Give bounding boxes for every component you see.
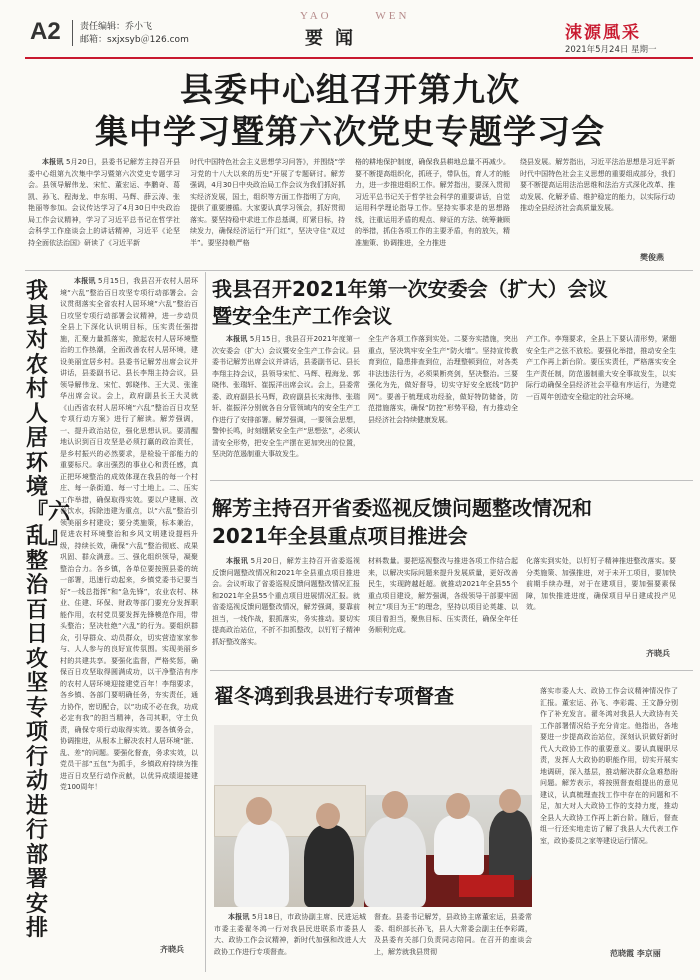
visit-article-col1-text: 本报讯 5月18日，市政协副主席、民进运城市委主委翟冬鸿一行对我县民进联系市委县人大、政协工作会议精神，新时代加强和改进人大政协工作进行专项督查。: [214, 913, 366, 956]
section-divider: [210, 480, 693, 481]
visit-article-col3-text: 落实市委人大、政协工作会议精神情况作了汇报。董宏运、孙飞、李彩霞、王文静分别作了补充发言。翟冬鸿对我县人大政协有关工作部署情况给予充分肯定。他指出，各地要进一步提高政治站位，深刻认识做好新时代人大政协工作的重要意义。要认真履职尽责，发挥人大政协的职能作用，切实开展实地调研，深入基层，推动解决群众急难愁盼问题。解芳表示，将按照督查组提出的意见建议，认真梳理查找工作中存在的问题和不足，加大对人大政协工作的支持力度，推动全县人大政协工作再上新台阶。随后，督查组一行还实地走访了解了我县人大代表工作室，政协委员之家等建设运行情况。: [540, 687, 678, 845]
photo-person: [489, 810, 532, 880]
side-article-author: 齐晓兵: [160, 945, 184, 954]
visit-article-col2: [374, 912, 532, 976]
side-article-body: [60, 276, 198, 936]
masthead-divider: [72, 20, 73, 46]
safety-article-title-line1: 我县召开2021年第一次安委会（扩大）会议: [212, 277, 608, 301]
side-article-text: 本报讯 5月15日，我县召开农村人居环境“六乱”整治百日攻坚专项行动部署会。会议贯彻落实全省农村人居环境“六乱”整治百日攻坚专项行动部署会议精神，进一步动员全县上下深化认识明目标，压实责任强措施，汇聚力量抓落实，掀起农村人居环境整治的工作热潮，全面改善农村人居环境，建设美丽宜居乡村。县委书记解芳出席会议并讲话，县委副书记、县长李翔主持会议，县领导解伟龙、宋忙、郭晓伟、王大灵、张淮华出席会议。会上，政府副县长王大灵就《山西省农村人居环境“六乱”整治百日攻坚专项行动方案》进行了解读。解芳强调，一、提升政治站位，强化思想认识。要清醒地认识到百日攻坚是必须打赢的政治责任，是乡村振兴的必然要求，是检验干部能力的重要标尺。拿出强烈的事业心和责任感，真正把环境整治的成效体现在我县的每一个村庄、每一条街道、每一寸土地上。二、压实工作举措，确保取得实效。要以户建厕、改善饮水，拆除违建为重点，以“六乱”整治引领美丽乡村建设；要分类施策，标本兼治，促进农村环境整治和乡风文明建设提档升级，持续长效，确保“六乱”整治彻底、成果巩固、群众满意。三、强化组织领导，凝聚整治合力。各乡镇，各单位要按照县委的统一部署，迅速行动起来，乡镇党委书记要当好“一线总指挥”和“急先锋”，农业农村、林业、住建、环保、财政等部门要充分发挥职能作用，农村党员要发挥先锋模范作用，带头整治；坚决杜绝“六乱”的行为。要组织群众，引导群众、动员群众，切实营造家家参与、人人参与的良好宣传氛围。实现美丽乡村的共建共享。要强化监督，严格奖惩，确保百日攻坚取得圆满成功，以干净整洁有序的农村人居环境迎接建党百年！李翔要求，各乡镇、各部门要明确任务，夯实责任，通力协作，密切配合，以“功成不必在我，功成必定有我”的担当精神，各司其职，守土负责，确保专项行动取得实效。要各镇务会，协调推进，从根本上解决农村人居环境“脏、乱、差”的问题。要强化督查，务求实效，以党员干部“五包”为抓手，乡镇政府持续为推进百日攻坚行动作贡献，以优异成绩迎接建党100周年！: [60, 277, 198, 791]
photo-red-sign: [459, 875, 514, 897]
section-title: 要闻: [305, 28, 365, 49]
lead-article-col1: [28, 157, 180, 267]
lead-article-author: 樊俊燕: [640, 253, 664, 262]
dateline-label: 本报讯: [226, 335, 248, 343]
safety-article-col1-text: 本报讯 5月15日，我县召开2021年度第一次安委会（扩大）会议暨安全生产工作会议。县委书记解芳出席会议并讲话，县委副书记、县长李翔主持会议，县领导宋忙、马辉、程海龙、郭晓伟、张瑞轩、崔振洋出席会议。会上，县委常委、政府副县长马辉，政府副县长宋海伟、张瑞轩、崔振洋分别就各自分管领域内的安全生产工作进行了安排部署。解芳强调，一要领会思想，警钟长鸣，时刻绷紧安全生产“思想弦”，必须认清安全形势，把安全生产摆在更加突出的位置，坚决防范遏制重大事故发生。: [212, 335, 360, 458]
safety-article-col1: [212, 334, 360, 472]
dateline-label: 本报讯: [74, 277, 96, 285]
inspection-article-col3-text: 化落实到实处，以钉钉子精神推进整改落实。要分类施策、加强推进，对于未开工项目，要加快前期手续办理，对于在建项目，要加强要素保障，加快推进进度，确保项目早日建成投产见效。: [526, 557, 676, 611]
lead-article-col4: [520, 157, 675, 249]
photo-person: [364, 817, 426, 907]
photo-person-head: [446, 793, 470, 819]
photo-person-head: [316, 803, 340, 829]
safety-article-col3: [526, 334, 676, 472]
section-english: [300, 10, 409, 22]
section-english-word: YAO: [300, 10, 332, 22]
section-divider: [210, 670, 693, 671]
section-divider: [25, 270, 693, 271]
safety-article-col2-text: 全生产各项工作落到实处。二要夯实措施，突出重点，坚决筑牢安全生产“防火墙”。坚持宣传教育到位，隐患排查到位，治理整顿到位，对各类非法违法行为，必须果断亮剑，坚决整治。三要强化为先，做好督导，切实守好安全底线“防护网”。要善于梳理成功经验，做好特防储备，防范措施落实，确保“防控”形势平稳，有力推动全县经济社会持续健康发展。: [368, 335, 518, 424]
inspection-article-col3: [526, 556, 676, 636]
safety-article-col3-text: 产工作。李翔要求，全县上下要认清形势，紧绷安全生产之弦不放松。要强化举措，推动安全生产工作再上新台阶。要压实责任，严格落实安全生产责任制，防范遏制重大安全事故发生，以实际行动确保全县经济社会平稳有序运行，为建党一百周年创造安全稳定的社会环境。: [526, 335, 676, 401]
photo-person-head: [382, 791, 408, 819]
photo-person: [304, 825, 354, 907]
photo-person-head: [246, 797, 272, 825]
inspection-article-col1-text: 本报讯 5月20日，解芳主持召开省委巡视反馈问题整改情况和2021年全县重点项目推进会。会议听取了省委巡视反馈问题整改情况汇报和2021年全县55个重点项目进展情况汇报。就省委巡视反馈问题整改情况，解芳强调，要靠前担当，一线作战，狠抓落实，务实推动。要切实提高政治站位，不折不扣抓整改，以钉钉子精神抓好整改落实。: [212, 557, 360, 646]
inspection-article-col2: [368, 556, 518, 666]
safety-article-title-line2: 暨安全生产工作会议: [212, 304, 392, 328]
lead-article-col3-text: 格的耕地保护制度，确保我县耕地总量不再减少。要不断提高组织化，抓班子，带队伍，育人才的能力，进一步推进组织工作。解芳指出，要深入贯彻习近平总书记关于哲学社会科学的重要讲话，自觉运用科学理论指导工作。坚持实事求是的思想路线，注重运用矛盾的观点、辩证的方法、统筹兼顾的举措，抓住各项工作的主要矛盾，有的放矢，精准施策、协调推进，全力推进: [355, 158, 510, 247]
lead-article-col2: [190, 157, 345, 267]
lead-headline-line2: 集中学习暨第六次党史专题学习会: [95, 112, 605, 151]
safety-article-col2: [368, 334, 518, 472]
inspection-article-col2-text: 材料数量。要把巡视整改与推进各项工作结合起来，以解决实际问题来提升发展质量，更好改善民生，实现跨越赶超。就推动2021年全县55个重点项目建设，解芳强调，各级领导干部要牢固树立“项目为王”的理念，坚持以项目论英雄、以项目看担当，聚焦目标、压实责任，确保全年任务顺利完成。: [368, 557, 518, 634]
masthead: [0, 0, 700, 58]
lead-article-col3: [355, 157, 510, 267]
visit-article-title: 翟冬鸿到我县进行专项督查: [214, 684, 454, 708]
visit-article-col3: [540, 686, 678, 946]
photo-person-head: [499, 789, 521, 813]
side-article-title: 我县对农村人居环境『六乱』整治百日攻坚专项行动进行部署安排: [26, 279, 71, 941]
editor-info: [80, 21, 189, 47]
photo-person: [234, 820, 289, 907]
dateline-label: 本报讯: [226, 557, 249, 565]
lead-headline-line1: 县委中心组召开第九次: [180, 70, 520, 109]
section-english-word: WEN: [375, 10, 410, 22]
news-photo: [214, 725, 532, 907]
newspaper-logo: 涑源風采: [565, 23, 641, 43]
lead-article-col4-text: 绕县发展。解芳指出，习近平法治思想是习近平新时代中国特色社会主义思想的重要组成部分，我们要不断提高运用法治思维和法治方式深化改革、推动发展、化解矛盾、维护稳定的能力，以实际行动推动全县经济社会高质量发展。: [520, 158, 675, 212]
dateline-label: 本报讯: [228, 913, 250, 921]
visit-article-col1: [214, 912, 366, 976]
lead-article-col2-text: 时代中国特色社会主义思想学习问答》，并围绕“学习党的十八大以来的历史”开展了专题研讨。解芳强调，4月30日中央政治局工作会议为我们抓好抓实经济发展，国土，组织等方面工作指明了方向，提供了重要遵循。大家要认真学习领会，抓好贯彻落实。要坚持稳中求进工作总基调，盯紧目标，持续发力，确保经济运行“开门红”，坚决守住“双过半”。要坚持粮严格: [190, 158, 345, 247]
inspection-article-title-line1: 解芳主持召开省委巡视反馈问题整改情况和: [212, 496, 592, 520]
dateline-label: 本报讯: [42, 158, 64, 166]
editor-email: 邮箱：sxjxsyb＠126.com: [80, 35, 189, 45]
page-number: A2: [30, 18, 61, 45]
photo-person: [434, 815, 484, 875]
column-divider: [205, 272, 206, 972]
lead-article-col1-text: 本报讯 5月20日，县委书记解芳主持召开县委中心组第九次集中学习暨第六次党史专题学习会。县领导解伟龙、宋忙、董宏运、李鹏奇、葛凯、孙飞、程海龙、申东明、马辉、薛云涛、张艳丽等参加。会议传达学习了4月30日中央政治局工作会议精神，学习了习近平总书记在哲学社会科学工作座谈会上的讲话精神，习近平《论坚持全面依法治国》研读了《习近平新: [28, 158, 180, 247]
issue-date: 2021年5月24日 星期一: [565, 45, 657, 55]
visit-article-col2-text: 督查。县委书记解芳，县政协主席董宏运，县委常委、组织部长孙飞，县人大常委会副主任李彩霞，及县委有关部门负责同志陪同。在召开的座谈会上，解芳就我县贯彻: [374, 913, 532, 956]
editor-name: 责任编辑：乔小飞: [80, 22, 153, 32]
inspection-article-title-line2: 2021年全县重点项目推进会: [212, 524, 468, 548]
inspection-article-col1: [212, 556, 360, 666]
visit-article-author: 范晓霞 李京丽: [610, 949, 661, 958]
inspection-article-author: 齐晓兵: [646, 649, 670, 658]
masthead-rule: [25, 57, 693, 59]
